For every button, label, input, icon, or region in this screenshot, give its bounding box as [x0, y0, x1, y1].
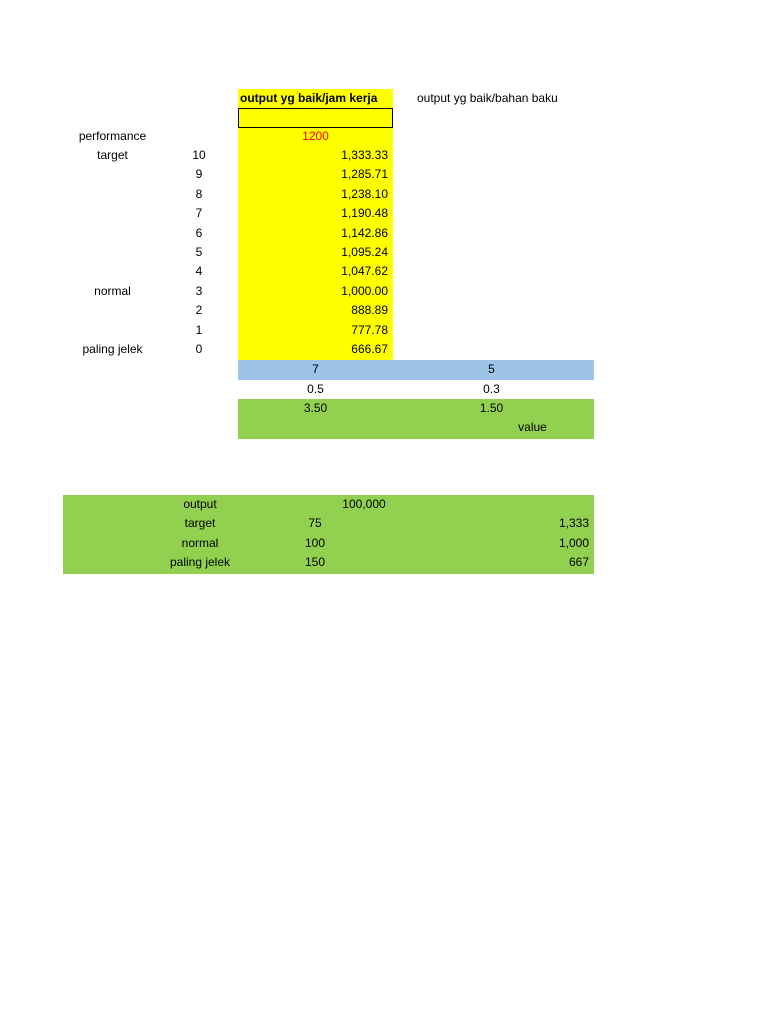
row-score: 0 [195, 342, 203, 356]
row-label: target [97, 148, 128, 162]
row-label [60, 321, 165, 340]
row-value: 1,095.24 [341, 245, 388, 259]
row-label: paling jelek [82, 342, 143, 356]
row-value: 1,047.62 [341, 264, 388, 279]
value-label: value [518, 420, 547, 434]
summary-row-result: 667 [568, 555, 589, 569]
summary-row-result: 1,333 [558, 516, 589, 530]
row-label [60, 204, 165, 223]
row-score: 2 [195, 303, 203, 318]
row-score: 6 [195, 225, 203, 240]
performance-label: performance [78, 129, 147, 143]
summary-output-value: 100,000 [342, 497, 386, 511]
row-label [60, 262, 165, 281]
score-b: 5 [488, 362, 495, 376]
header-output-per-work-hour: output yg baik/jam kerja [238, 89, 393, 108]
summary-row-value: 100 [304, 535, 326, 550]
row-value: 777.78 [351, 322, 388, 337]
row-score: 9 [195, 167, 203, 182]
summary-row-label: normal [181, 535, 219, 550]
row-label [60, 301, 165, 320]
row-label [60, 185, 165, 204]
row-value: 1,190.48 [341, 206, 388, 221]
row-label [60, 165, 165, 184]
summary-row-value: 75 [308, 516, 322, 530]
header-output-per-raw-material: output yg baik/bahan baku [417, 91, 558, 105]
summary-output-label: output [183, 497, 217, 511]
selected-cell[interactable] [238, 108, 393, 128]
weight-b: 0.3 [483, 382, 500, 396]
row-value: 1,285.71 [341, 167, 388, 182]
row-score: 10 [192, 148, 206, 162]
summary-row-value: 150 [304, 555, 326, 569]
result-b: 1.50 [479, 401, 504, 415]
summary-row-label: target [184, 516, 216, 530]
row-score: 5 [195, 245, 203, 259]
row-label: normal [94, 283, 131, 298]
row-score: 7 [195, 206, 203, 221]
result-a: 3.50 [303, 401, 328, 415]
row-value: 888.89 [351, 303, 388, 318]
summary-row-result: 1,000 [558, 535, 589, 550]
performance-value: 1200 [302, 129, 329, 143]
row-value: 1,142.86 [341, 225, 388, 240]
row-score: 4 [195, 264, 203, 279]
row-score: 3 [195, 283, 203, 298]
row-value: 666.67 [351, 342, 388, 356]
summary-row-label: paling jelek [169, 555, 231, 569]
row-value: 1,238.10 [341, 186, 388, 201]
row-label [60, 224, 165, 243]
row-value: 1,000.00 [341, 283, 388, 298]
score-a: 7 [312, 362, 319, 376]
row-score: 8 [195, 186, 203, 201]
weight-a: 0.5 [307, 382, 324, 396]
row-label [60, 243, 165, 262]
row-score: 1 [195, 322, 203, 337]
row-value: 1,333.33 [341, 148, 388, 162]
